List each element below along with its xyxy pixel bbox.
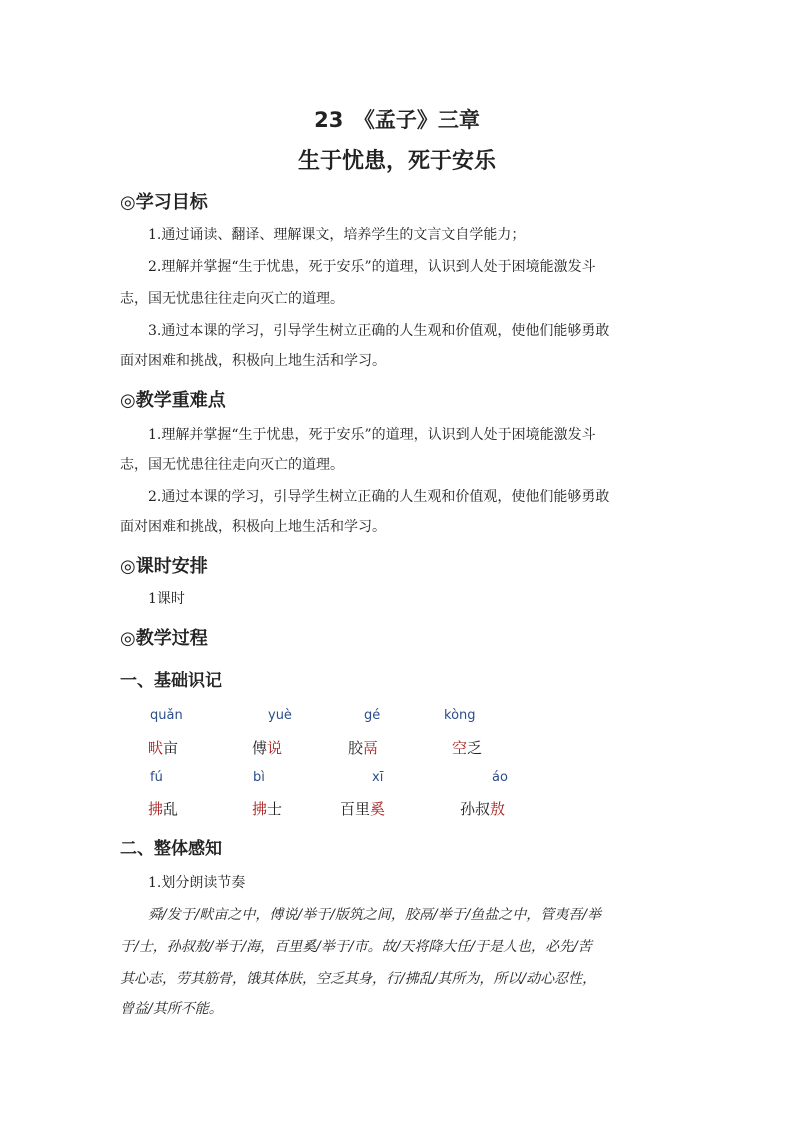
pinyin: gé bbox=[364, 708, 381, 723]
highlighted-char: 拂 bbox=[252, 800, 268, 818]
section-heading-goals: ◎学习目标 bbox=[120, 192, 208, 213]
highlighted-char: 敖 bbox=[490, 800, 506, 818]
vocab-word: 胶鬲 bbox=[348, 739, 379, 757]
subsection-heading-overall: 二、整体感知 bbox=[120, 839, 222, 859]
vocab-word: 畎亩 bbox=[148, 739, 179, 757]
passage-line-4: 曾益/其所不能。 bbox=[120, 1001, 223, 1017]
pinyin: áo bbox=[492, 770, 508, 785]
vocab-word: 孙叔敖 bbox=[460, 800, 506, 818]
key-point-1-line-2: 志，国无忧患往往走向灭亡的道理。 bbox=[120, 457, 344, 473]
vocab-word: 空乏 bbox=[452, 739, 483, 757]
subsection-heading-basics: 一、基础识记 bbox=[120, 671, 222, 691]
goal-item-2-line-2: 志，国无忧患往往走向灭亡的道理。 bbox=[120, 291, 344, 307]
reading-rhythm-label: 1.划分朗读节奏 bbox=[148, 875, 246, 891]
vocab-word: 傅说 bbox=[252, 739, 283, 757]
vocab-word: 拂乱 bbox=[148, 800, 179, 818]
highlighted-char: 拂 bbox=[148, 800, 164, 818]
passage-line-3: 其心志，劳其筋骨，饿其体肤，空乏其身，行/拂乱/其所为，所以/动心忍性， bbox=[120, 971, 597, 987]
key-point-2-line-2: 面对困难和挑战，积极向上地生活和学习。 bbox=[120, 519, 386, 535]
pinyin: fú bbox=[150, 770, 163, 785]
page-title: 23 《孟子》三章 bbox=[314, 108, 480, 132]
section-heading-schedule: ◎课时安排 bbox=[120, 556, 208, 577]
passage-line-2: 于/士，孙叔敖/举于/海，百里奚/举于/市。故/天将降大任/于是人也，必先/苦 bbox=[120, 939, 592, 955]
goal-item-2-line-1: 2.理解并掌握“生于忧患，死于安乐”的道理，认识到人处于困境能激发斗 bbox=[148, 259, 596, 275]
goal-item-3-line-2: 面对困难和挑战，积极向上地生活和学习。 bbox=[120, 353, 386, 369]
section-heading-process: ◎教学过程 bbox=[120, 628, 208, 649]
pinyin: quǎn bbox=[150, 708, 183, 723]
highlighted-char: 奚 bbox=[370, 800, 386, 818]
pinyin: bì bbox=[253, 770, 265, 785]
section-heading-key-points: ◎教学重难点 bbox=[120, 390, 226, 411]
schedule-text: 1课时 bbox=[148, 591, 185, 607]
highlighted-char: 说 bbox=[267, 739, 283, 757]
vocab-word: 拂士 bbox=[252, 800, 283, 818]
key-point-2-line-1: 2.通过本课的学习，引导学生树立正确的人生观和价值观，使他们能够勇敢 bbox=[148, 489, 610, 505]
pinyin: yuè bbox=[268, 708, 292, 723]
pinyin: xī bbox=[372, 770, 384, 785]
goal-item-1: 1.通过诵读、翻译、理解课文，培养学生的文言文自学能力； bbox=[148, 227, 526, 243]
pinyin: kòng bbox=[444, 708, 476, 723]
passage-line-1: 舜/发于/畎亩之中，傅说/举于/版筑之间，胶鬲/举于/鱼盐之中，管夷吾/举 bbox=[148, 907, 602, 923]
highlighted-char: 畎 bbox=[148, 739, 164, 757]
highlighted-char: 空 bbox=[452, 739, 468, 757]
page-subtitle: 生于忧患，死于安乐 bbox=[297, 149, 496, 174]
highlighted-char: 鬲 bbox=[363, 739, 379, 757]
goal-item-3-line-1: 3.通过本课的学习，引导学生树立正确的人生观和价值观，使他们能够勇敢 bbox=[148, 323, 610, 339]
key-point-1-line-1: 1.理解并掌握“生于忧患，死于安乐”的道理，认识到人处于困境能激发斗 bbox=[148, 427, 596, 443]
vocab-word: 百里奚 bbox=[340, 800, 386, 818]
